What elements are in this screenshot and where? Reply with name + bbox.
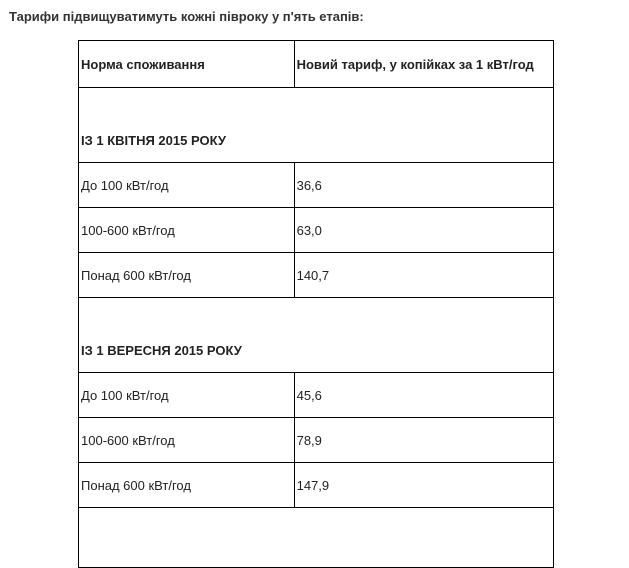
norm-cell: До 100 кВт/год xyxy=(79,373,295,418)
norm-cell: Понад 600 кВт/год xyxy=(79,253,295,298)
tariff-cell: 45,6 xyxy=(294,373,553,418)
section-row xyxy=(79,88,554,163)
tariff-table xyxy=(78,40,554,568)
tariff-cell: 36,6 xyxy=(294,163,553,208)
tariff-cell: 140,7 xyxy=(294,253,553,298)
header-tariff: Новий тариф, у копійках за 1 кВт/год xyxy=(294,41,553,88)
table-header-row xyxy=(79,41,554,88)
section-title xyxy=(79,508,554,568)
table-row xyxy=(79,373,554,418)
table-row xyxy=(79,418,554,463)
tariff-cell: 147,9 xyxy=(294,463,553,508)
table-row xyxy=(79,463,554,508)
intro-text: Тарифи підвищуватимуть кожні півроку у п'ять етапів: xyxy=(9,9,364,24)
section-row xyxy=(79,508,554,568)
tariff-cell: 63,0 xyxy=(294,208,553,253)
table-row xyxy=(79,253,554,298)
table-row xyxy=(79,163,554,208)
norm-cell: 100-600 кВт/год xyxy=(79,208,295,253)
tariff-cell: 78,9 xyxy=(294,418,553,463)
section-title: ІЗ 1 КВІТНЯ 2015 РОКУ xyxy=(79,88,554,163)
header-norm: Норма споживання xyxy=(79,41,295,88)
section-row xyxy=(79,298,554,373)
norm-cell: До 100 кВт/год xyxy=(79,163,295,208)
table-row xyxy=(79,208,554,253)
norm-cell: Понад 600 кВт/год xyxy=(79,463,295,508)
norm-cell: 100-600 кВт/год xyxy=(79,418,295,463)
section-title: ІЗ 1 ВЕРЕСНЯ 2015 РОКУ xyxy=(79,298,554,373)
